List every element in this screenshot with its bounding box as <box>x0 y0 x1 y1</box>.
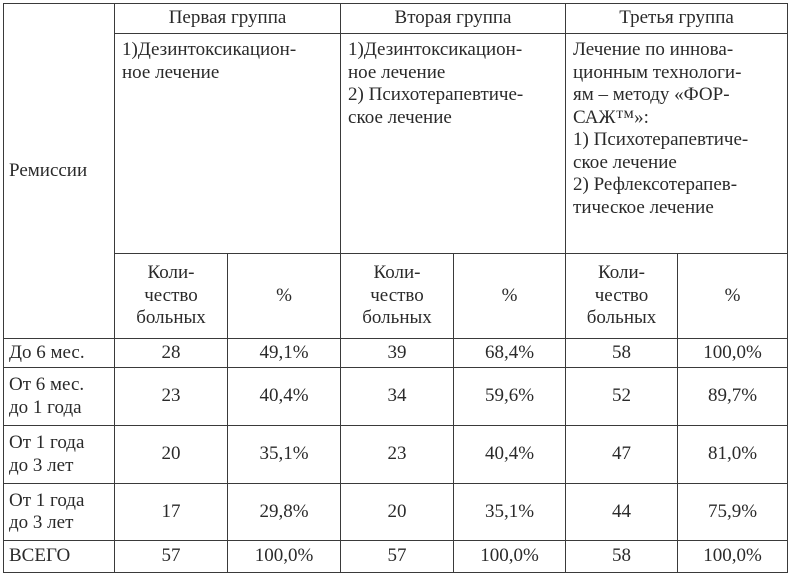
group-1-percent: 29,8% <box>228 484 341 541</box>
group-2-percent: 100,0% <box>454 541 566 573</box>
table-row <box>4 484 788 541</box>
total-row <box>4 541 788 573</box>
group-1-percent: 100,0% <box>228 541 341 573</box>
group-3-count: 44 <box>566 484 678 541</box>
group-2-count: 34 <box>341 368 454 426</box>
group-1-percent: 40,4% <box>228 368 341 426</box>
group-1-percent: 35,1% <box>228 426 341 484</box>
group-1-count: 57 <box>115 541 228 573</box>
group-1-count: 17 <box>115 484 228 541</box>
group-1-treatment: 1)Дезинтоксикацион- ное лечение <box>115 34 341 254</box>
group-3-percent: 100,0% <box>678 339 788 368</box>
treatment-row <box>4 34 788 254</box>
table-row <box>4 426 788 484</box>
row-label: От 6 мес. до 1 года <box>4 368 115 426</box>
group-2-percent-header: % <box>454 254 566 339</box>
group-2-treatment: 1)Дезинтоксикацион- ное лечение 2) Психотерапевтиче- ское лечение <box>341 34 566 254</box>
group-3-treatment: Лечение по иннова- ционным технологи- ям – методу «ФОР- САЖ™»: 1) Психотерапевтиче- ское лечение 2) Рефлексотерапев- тическое лечение <box>566 34 788 254</box>
group-2-header: Вторая группа <box>341 4 566 34</box>
group-3-header: Третья группа <box>566 4 788 34</box>
subheader-row <box>4 254 788 339</box>
group-3-percent: 81,0% <box>678 426 788 484</box>
group-3-count: 58 <box>566 541 678 573</box>
group-3-count: 47 <box>566 426 678 484</box>
group-3-count-header: Коли- чество больных <box>566 254 678 339</box>
group-1-count: 23 <box>115 368 228 426</box>
group-1-count: 28 <box>115 339 228 368</box>
group-2-count: 20 <box>341 484 454 541</box>
group-2-percent: 35,1% <box>454 484 566 541</box>
group-1-count: 20 <box>115 426 228 484</box>
group-3-count: 58 <box>566 339 678 368</box>
remission-header-cell <box>4 4 115 339</box>
group-2-percent: 40,4% <box>454 426 566 484</box>
group-1-count-header: Коли- чество больных <box>115 254 228 339</box>
row-label: От 1 года до 3 лет <box>4 426 115 484</box>
group-3-percent: 100,0% <box>678 541 788 573</box>
group-header-row <box>4 4 788 34</box>
group-3-percent-header: % <box>678 254 788 339</box>
remission-table <box>3 3 788 573</box>
group-2-count-header: Коли- чество больных <box>341 254 454 339</box>
group-2-count: 23 <box>341 426 454 484</box>
table-row <box>4 368 788 426</box>
row-label: ВСЕГО <box>4 541 115 573</box>
group-2-percent: 68,4% <box>454 339 566 368</box>
table-row <box>4 339 788 368</box>
group-2-count: 39 <box>341 339 454 368</box>
row-label: До 6 мес. <box>4 339 115 368</box>
group-3-percent: 75,9% <box>678 484 788 541</box>
remission-header-label: Ремиссии <box>9 159 88 181</box>
group-1-percent: 49,1% <box>228 339 341 368</box>
group-1-percent-header: % <box>228 254 341 339</box>
group-1-header: Первая группа <box>115 4 341 34</box>
group-2-count: 57 <box>341 541 454 573</box>
row-label: От 1 года до 3 лет <box>4 484 115 541</box>
group-3-count: 52 <box>566 368 678 426</box>
group-2-percent: 59,6% <box>454 368 566 426</box>
group-3-percent: 89,7% <box>678 368 788 426</box>
